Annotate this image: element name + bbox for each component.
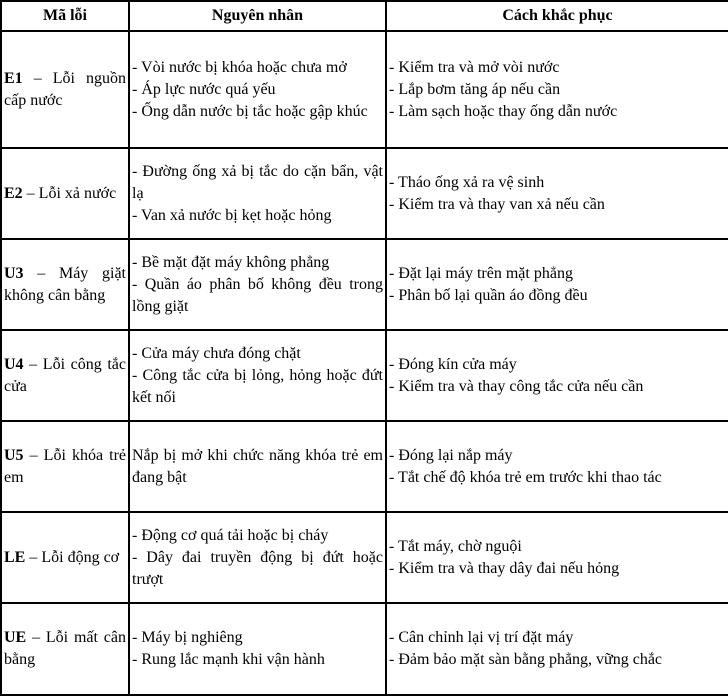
fix-cell [386,148,728,239]
fix-item: - Kiểm tra và thay van xả nếu cần [389,195,605,213]
fix-item: - Tắt máy, chờ nguội [389,537,522,555]
cause-item: - Đường ống xả bị tắc do cặn bẩn, vật lạ [132,162,383,202]
cause-cell [129,421,386,512]
error-description: – Lỗi khóa trẻ em [4,446,126,486]
table-row [1,603,728,695]
cause-cell [129,148,386,239]
cause-item: - Bề mặt đặt máy không phẳng [132,253,330,271]
error-description: – Máy giặt không cân bằng [4,264,126,304]
cause-item: - Động cơ quá tải hoặc bị cháy [132,526,329,544]
header-cause: Nguyên nhân [129,1,386,31]
error-code-cell [1,512,129,603]
cause-cell [129,330,386,421]
error-code-cell [1,330,129,421]
table-row [1,512,728,603]
error-code-cell [1,148,129,239]
table-body [1,31,728,695]
fix-item: - Phân bố lại quần áo đồng đều [389,286,588,304]
error-code: U3 [4,264,24,282]
cause-cell [129,239,386,330]
table-row [1,421,728,512]
cause-cell [129,603,386,695]
error-code: E1 [4,69,23,87]
error-code: U5 [4,446,24,464]
cause-item: - Dây đai truyền động bị đứt hoặc trượt [132,548,383,588]
fix-cell [386,603,728,695]
table-row [1,148,728,239]
error-code-cell [1,421,129,512]
fix-item: - Tháo ống xả ra vệ sinh [389,173,545,191]
error-description: – Lỗi công tắc cửa [4,355,126,395]
table-row [1,330,728,421]
error-description: – Lỗi nguồn cấp nước [4,69,126,109]
header-fix: Cách khắc phục [386,1,728,31]
fix-item: - Kiểm tra và mở vòi nước [389,58,560,76]
header-code: Mã lỗi [1,1,129,31]
table-row [1,31,728,148]
error-description: – Lỗi động cơ [25,548,120,566]
table-row [1,239,728,330]
fix-item: - Kiểm tra và thay dây đai nếu hỏng [389,559,620,577]
fix-cell [386,239,728,330]
fix-cell [386,512,728,603]
fix-item: - Đảm bảo mặt sàn bằng phẳng, vững chắc [389,651,663,668]
error-code-cell [1,603,129,695]
fix-item: - Lắp bơm tăng áp nếu cần [389,80,561,98]
cause-cell [129,31,386,148]
error-code-cell [1,31,129,148]
error-code: E2 [4,184,23,202]
error-description: – Lỗi mất cân bằng [4,629,126,668]
error-code-cell [1,239,129,330]
fix-cell [386,31,728,148]
error-code: U4 [4,355,24,373]
fix-item: - Tắt chế độ khóa trẻ em trước khi thao tác [389,468,662,486]
cause-item: - Máy bị nghiêng [132,629,243,646]
cause-item: - Van xả nước bị kẹt hoặc hỏng [132,206,332,224]
cause-item: - Ống dẫn nước bị tắc hoặc gập khúc [132,102,368,120]
cause-cell [129,512,386,603]
fix-cell [386,421,728,512]
fix-item: - Đóng lại nắp máy [389,446,513,464]
cause-item: - Rung lắc mạnh khi vận hành [132,651,325,668]
cause-item: - Áp lực nước quá yếu [132,80,276,98]
error-code: LE [4,548,26,566]
error-code: UE [4,629,27,646]
cause-item: - Vòi nước bị khóa hoặc chưa mở [132,58,347,76]
table-header-row [1,1,728,31]
cause-item: - Công tắc cửa bị lỏng, hỏng hoặc đứt kết nối [132,366,383,406]
fix-item: - Đặt lại máy trên mặt phẳng [389,264,573,282]
fix-item: - Kiểm tra và thay công tắc cửa nếu cần [389,377,644,395]
fix-item: - Cân chỉnh lại vị trí đặt máy [389,629,574,646]
fix-item: - Làm sạch hoặc thay ống dẫn nước [389,102,618,120]
fix-item: - Đóng kín cửa máy [389,355,517,373]
fix-cell [386,330,728,421]
cause-item: - Quần áo phân bố không đều trong lồng giặt [132,275,383,315]
cause-item: Nắp bị mở khi chức năng khóa trẻ em đang bật [132,446,383,486]
error-description: – Lỗi xả nước [22,184,117,202]
cause-item: - Cửa máy chưa đóng chặt [132,344,301,362]
